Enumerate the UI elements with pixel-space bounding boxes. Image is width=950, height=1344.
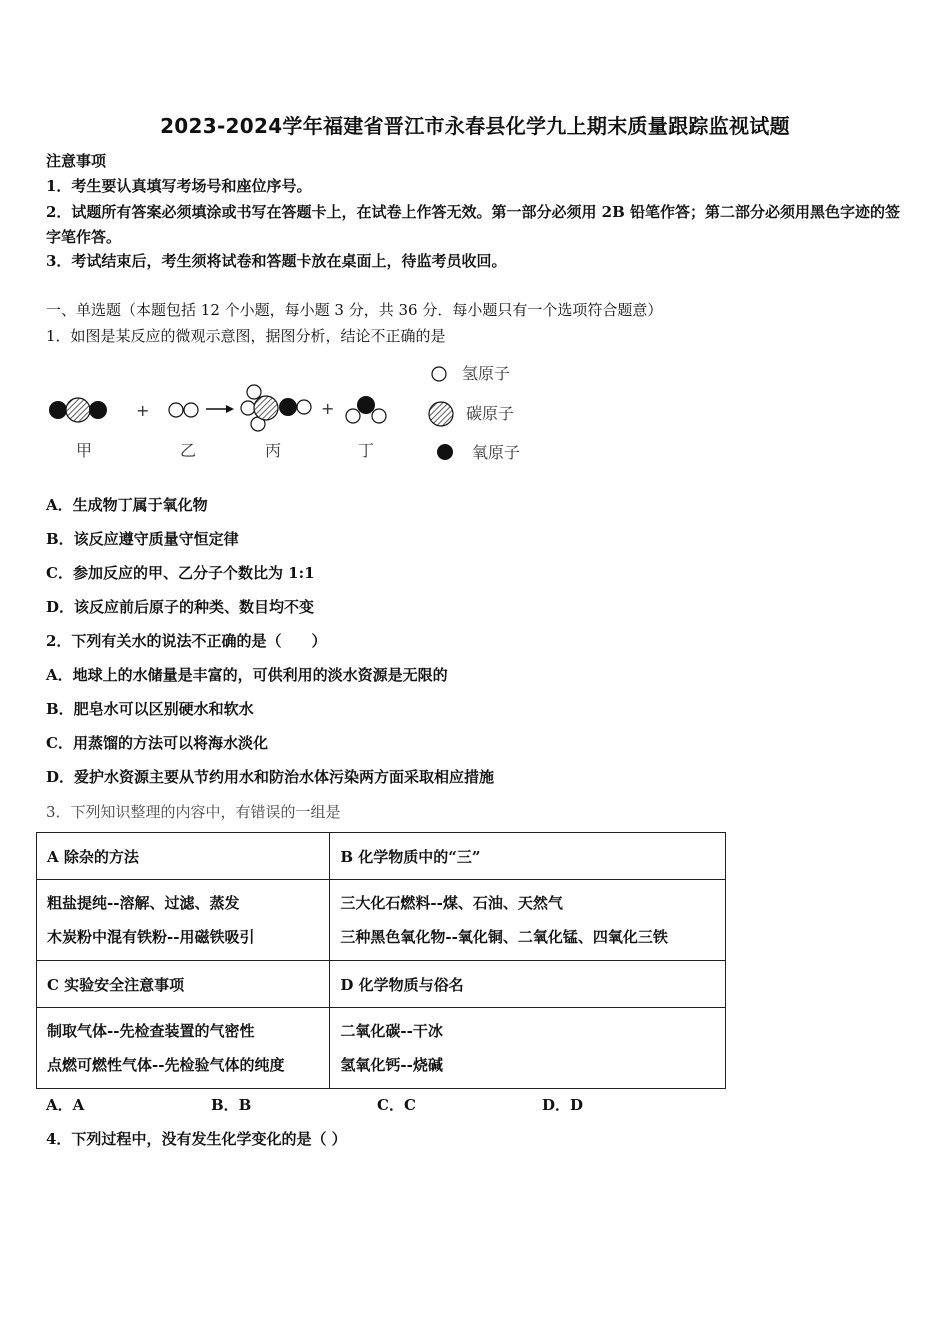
q1-option-c[interactable]: C．参加反应的甲、乙分子个数比为 1:1 — [46, 564, 315, 582]
q4-stem: 4．下列过程中，没有发生化学变化的是（ ） — [46, 1130, 347, 1148]
legend-carbon: 碳原子 — [466, 404, 515, 423]
notice-item-2: 2．试题所有答案必须填涂或书写在答题卡上，在试卷上作答无效。第一部分必须用 2B 铅笔作答；第二部分必须用黑色字迹的签字笔作答。 — [46, 203, 901, 246]
notice-heading: 注意事项 — [46, 152, 107, 170]
molecule-jia — [49, 398, 107, 422]
oxygen-atom-icon — [437, 444, 453, 460]
q1-option-b[interactable]: B．该反应遵守质量守恒定律 — [46, 530, 239, 548]
legend-hydrogen: 氢原子 — [462, 364, 511, 383]
q3-option-c[interactable]: C．C — [377, 1096, 416, 1114]
q3-option-a[interactable]: A．A — [46, 1096, 85, 1114]
table-b-line-2: 三种黑色氧化物--氧化铜、二氧化锰、四氧化三铁 — [340, 928, 668, 946]
table-b-line-1: 三大化石燃料--煤、石油、天然气 — [340, 894, 563, 912]
table-head-d: D 化学物质与俗名 — [330, 961, 726, 1008]
table-head-b: B 化学物质中的“三” — [330, 833, 726, 880]
knowledge-table — [36, 832, 726, 1089]
molecule-ding — [346, 396, 386, 423]
legend — [429, 364, 520, 462]
q2-option-a[interactable]: A．地球上的水储量是丰富的，可供利用的淡水资源是无限的 — [46, 666, 448, 684]
q1-stem: 1．如图是某反应的微观示意图，据图分析，结论不正确的是 — [46, 327, 446, 345]
hydrogen-atom-icon — [432, 367, 446, 381]
q3-option-b[interactable]: B．B — [211, 1096, 252, 1114]
plus-sign-1: + — [136, 401, 150, 420]
q3-option-d[interactable]: D．D — [542, 1096, 584, 1114]
table-head-a: A 除杂的方法 — [37, 833, 330, 880]
reaction-diagram — [40, 358, 540, 470]
label-bing: 丙 — [265, 441, 282, 460]
molecule-bing — [241, 385, 311, 431]
q3-stem: 3．下列知识整理的内容中，有错误的一组是 — [46, 803, 341, 821]
table-head-c: C 实验安全注意事项 — [37, 961, 330, 1008]
molecule-yi — [169, 403, 198, 417]
q2-option-c[interactable]: C．用蒸馏的方法可以将海水淡化 — [46, 734, 268, 752]
table-a-line-2: 木炭粉中混有铁粉--用磁铁吸引 — [47, 928, 255, 946]
q1-option-d[interactable]: D．该反应前后原子的种类、数目均不变 — [46, 598, 315, 616]
label-jia: 甲 — [76, 441, 93, 460]
q2-option-d[interactable]: D．爱护水资源主要从节约用水和防治水体污染两方面采取相应措施 — [46, 768, 495, 786]
notice-item-3: 3．考试结束后，考生须将试卷和答题卡放在桌面上，待监考员收回。 — [46, 252, 507, 270]
q2-option-b[interactable]: B．肥皂水可以区别硬水和软水 — [46, 700, 254, 718]
table-d-line-2: 氢氧化钙--烧碱 — [340, 1056, 443, 1074]
table-cell-b — [330, 880, 726, 961]
notice-item-1: 1．考生要认真填写考场号和座位序号。 — [46, 177, 312, 195]
page-title: 2023-2024学年福建省晋江市永春县化学九上期末质量跟踪监视试题 — [160, 114, 790, 138]
table-c-line-2: 点燃可燃性气体--先检验气体的纯度 — [47, 1056, 285, 1074]
carbon-atom-icon — [429, 402, 453, 426]
plus-sign-2: + — [321, 399, 335, 418]
section-heading: 一、单选题（本题包括 12 个小题，每小题 3 分，共 36 分．每小题只有一个选项符合题意） — [46, 301, 663, 319]
legend-oxygen: 氧原子 — [472, 443, 521, 462]
table-c-line-1: 制取气体--先检查装置的气密性 — [47, 1022, 255, 1040]
table-cell-c — [37, 1008, 330, 1089]
label-yi: 乙 — [180, 441, 197, 460]
table-d-line-1: 二氧化碳--干冰 — [340, 1022, 443, 1040]
q2-stem: 2．下列有关水的说法不正确的是（ ） — [46, 632, 327, 650]
table-cell-a — [37, 880, 330, 961]
arrow-icon — [206, 405, 234, 413]
table-a-line-1: 粗盐提纯--溶解、过滤、蒸发 — [47, 894, 240, 912]
table-cell-d — [330, 1008, 726, 1089]
q1-option-a[interactable]: A．生成物丁属于氧化物 — [46, 496, 208, 514]
label-ding: 丁 — [358, 441, 375, 460]
